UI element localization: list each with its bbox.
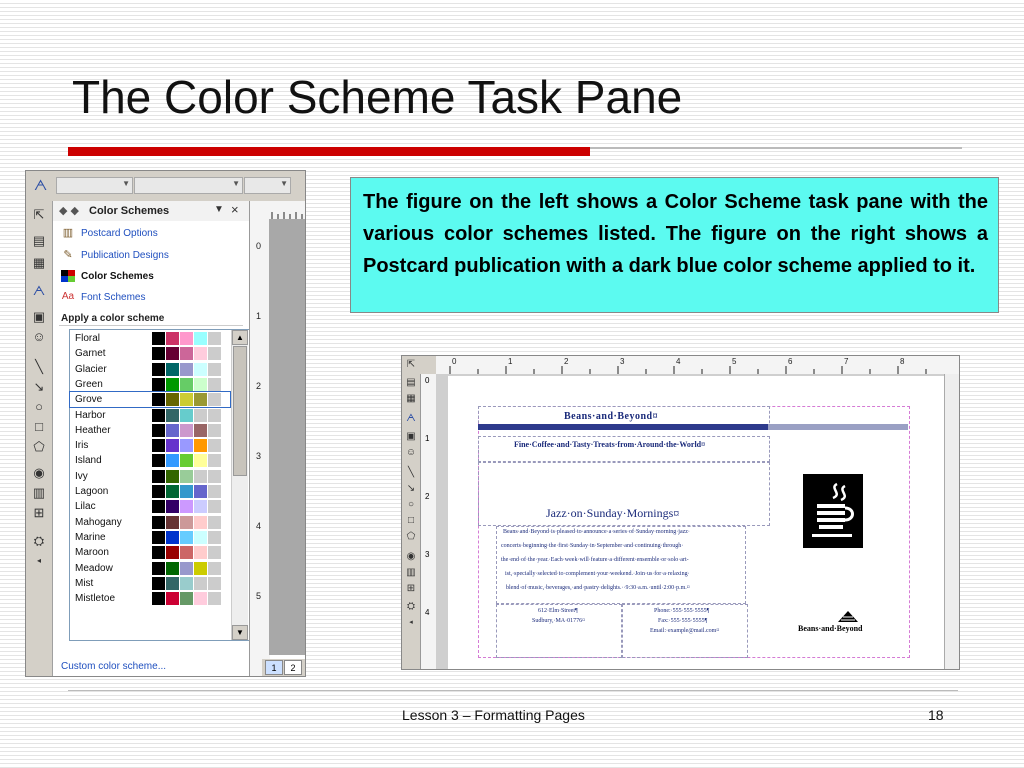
color-swatch — [166, 439, 179, 452]
color-swatch — [166, 562, 179, 575]
color-swatch — [208, 485, 221, 498]
scheme-row-iris[interactable] — [70, 438, 230, 453]
logo-mark-icon — [836, 609, 860, 623]
color-swatch — [152, 470, 165, 483]
color-swatch — [166, 516, 179, 529]
scheme-row-heather[interactable] — [70, 423, 230, 438]
color-swatch — [180, 363, 193, 376]
horizontal-ruler — [436, 356, 959, 375]
hotspot-icon[interactable]: ◉ — [406, 551, 416, 562]
color-swatch — [180, 424, 193, 437]
color-swatch — [180, 378, 193, 391]
color-swatch — [166, 332, 179, 345]
color-swatch — [208, 409, 221, 422]
close-icon[interactable]: × — [231, 202, 239, 217]
color-swatch — [166, 409, 179, 422]
color-swatch — [194, 378, 207, 391]
scheme-name: Lagoon — [75, 486, 109, 497]
body-line[interactable]: concerts·beginning·the·first·Sunday·in·September·and·continuing·through· — [501, 543, 684, 549]
title-underline-bar — [68, 147, 590, 156]
headline[interactable]: Jazz·on·Sunday·Mornings¤ — [546, 506, 680, 520]
scheme-row-floral[interactable] — [70, 331, 230, 346]
color-swatch — [166, 454, 179, 467]
formatting-toolbar — [26, 171, 305, 201]
ruler-number: 1 — [425, 434, 430, 443]
scheme-row-garnet[interactable] — [70, 346, 230, 361]
color-swatch — [194, 424, 207, 437]
scroll-thumb[interactable] — [233, 346, 247, 476]
scheme-row-green[interactable] — [70, 377, 230, 392]
color-swatch — [208, 424, 221, 437]
color-swatch — [180, 592, 193, 605]
color-swatch — [180, 531, 193, 544]
color-swatch — [180, 500, 193, 513]
text-style-icon[interactable]: ᗅ — [34, 177, 48, 193]
phone-line[interactable]: Phone:·555·555·5555¶ — [654, 608, 710, 614]
style-combo[interactable]: ▼ — [56, 177, 133, 194]
clip-art-icon[interactable]: ☺ — [32, 329, 46, 344]
rectangle-icon[interactable]: □ — [407, 515, 415, 526]
color-swatch — [194, 454, 207, 467]
scheme-row-lagoon[interactable] — [70, 484, 230, 499]
ruler-number: 3 — [425, 550, 430, 559]
color-swatch — [152, 577, 165, 590]
ruler-number: 8 — [900, 357, 905, 366]
workspace-canvas — [269, 219, 305, 655]
apply-scheme-heading: Apply a color scheme — [61, 313, 165, 324]
picture-icon[interactable]: ▣ — [406, 431, 416, 442]
ruler-number: 7 — [844, 357, 849, 366]
scheme-name: Marine — [75, 531, 106, 543]
design-gallery-icon[interactable]: ⛭ — [33, 533, 45, 548]
color-swatch — [152, 439, 165, 452]
color-swatch — [180, 562, 193, 575]
hotspot-icon[interactable]: ◉ — [33, 465, 45, 480]
color-swatch — [180, 409, 193, 422]
task-pane-title: Color Schemes — [89, 205, 170, 217]
body-line[interactable]: Beans·and·Beyond·is·pleased·to·announce·a·series·of·Sunday·morning·jazz· — [503, 529, 690, 535]
scheme-name: Mahogany — [75, 516, 122, 528]
line-icon[interactable]: ╲ — [35, 359, 43, 374]
color-swatch — [166, 424, 179, 437]
color-swatch — [166, 363, 179, 376]
color-swatch — [208, 454, 221, 467]
color-swatch — [208, 470, 221, 483]
ruler-number: 0 — [256, 241, 262, 251]
form-control-icon[interactable]: ▥ — [32, 485, 46, 500]
color-schemes-link[interactable]: Color Schemes — [81, 271, 154, 282]
color-swatch — [208, 516, 221, 529]
publication-designs-link[interactable]: Publication Designs — [81, 250, 169, 261]
scheme-name: Green — [75, 378, 103, 390]
company-name[interactable]: Beans·and·Beyond¤ — [564, 411, 659, 422]
scheme-name: Mist — [75, 577, 94, 589]
select-arrow-icon[interactable]: ⇱ — [406, 359, 416, 370]
vertical-scrollbar[interactable] — [944, 374, 960, 669]
ruler-number: 5 — [256, 591, 262, 601]
scheme-name: Maroon — [75, 547, 109, 559]
autoshapes-icon[interactable]: ⬠ — [406, 531, 416, 542]
scheme-name: Island — [75, 455, 102, 467]
table-icon[interactable]: ▦ — [32, 255, 46, 270]
text-box-icon[interactable]: ▤ — [32, 233, 46, 248]
color-swatch — [180, 332, 193, 345]
color-swatch — [152, 531, 165, 544]
vertical-ruler — [420, 374, 437, 669]
fax-line[interactable]: Fax:·555·555·5555¶ — [658, 618, 708, 624]
color-swatch — [194, 592, 207, 605]
html-fragment-icon[interactable]: ⊞ — [406, 583, 416, 594]
color-swatch — [152, 454, 165, 467]
scheme-name: Mistletoe — [75, 593, 116, 605]
ruler-number: 3 — [256, 451, 262, 461]
color-scheme-list[interactable] — [69, 329, 267, 641]
picture-icon[interactable]: ▣ — [32, 309, 46, 324]
text-box-icon[interactable]: ▤ — [406, 377, 416, 388]
coffee-cup-icon[interactable] — [803, 474, 863, 548]
color-swatch — [208, 562, 221, 575]
rectangle-icon[interactable]: □ — [35, 419, 43, 434]
color-swatch — [194, 577, 207, 590]
slide-number: 18 — [928, 707, 944, 723]
scheme-row-marine[interactable] — [70, 530, 230, 545]
postcard-options-icon: ▥ — [62, 227, 74, 239]
ruler-number: 2 — [256, 381, 262, 391]
color-swatch — [180, 470, 193, 483]
body-line[interactable]: ist,·specially·selected·to·complement·your·weekend.·Join·us·for·a·relaxing· — [505, 571, 690, 577]
wordart-icon[interactable]: ᗅ — [406, 413, 416, 424]
color-swatch — [208, 393, 221, 406]
color-swatch — [152, 485, 165, 498]
color-swatch — [166, 347, 179, 360]
autoshapes-icon[interactable]: ⬠ — [33, 439, 45, 454]
ruler-number: 0 — [425, 376, 430, 385]
color-swatch — [194, 531, 207, 544]
body-line[interactable]: the·end·of·the·year.·Each·week·will·feature·a·different·ensemble·or·solo·art- — [501, 557, 689, 563]
color-swatch — [166, 577, 179, 590]
color-swatch — [152, 393, 165, 406]
font-schemes-icon: Aa — [61, 291, 75, 302]
font-combo[interactable]: ▼ — [134, 177, 243, 194]
scroll-down-icon[interactable]: ▼ — [232, 625, 248, 640]
clip-art-icon[interactable]: ☺ — [405, 447, 417, 458]
color-swatch — [194, 393, 207, 406]
logo-text[interactable]: Beans·and·Beyond — [798, 624, 863, 633]
html-fragment-icon[interactable]: ⊞ — [33, 505, 45, 520]
color-swatch — [194, 439, 207, 452]
ruler-number: 4 — [676, 357, 681, 366]
slide-title: The Color Scheme Task Pane — [72, 71, 683, 123]
color-swatch — [208, 378, 221, 391]
color-swatch — [194, 516, 207, 529]
color-swatch — [180, 393, 193, 406]
page-navigation — [262, 659, 305, 676]
postcard-screenshot — [401, 355, 960, 670]
color-swatch — [180, 439, 193, 452]
ruler-number: 2 — [425, 492, 430, 501]
color-swatch — [166, 485, 179, 498]
objects-toolbar — [26, 201, 53, 676]
color-swatch — [194, 347, 207, 360]
scheme-row-lilac[interactable] — [70, 499, 230, 514]
ruler-number: 5 — [732, 357, 737, 366]
custom-color-scheme-link[interactable]: Custom color scheme... — [61, 661, 167, 672]
color-schemes-task-pane — [53, 201, 249, 676]
publication-canvas — [436, 374, 944, 669]
color-swatch — [194, 470, 207, 483]
scheme-name: Glacier — [75, 363, 107, 375]
more-tools-icon[interactable]: ◂ — [36, 556, 41, 565]
pane-divider — [59, 325, 243, 326]
scheme-row-island[interactable] — [70, 453, 230, 468]
scheme-name: Lilac — [75, 501, 96, 513]
oval-icon[interactable]: ○ — [407, 499, 415, 510]
more-tools-icon[interactable]: ◂ — [409, 619, 413, 626]
color-swatch — [152, 500, 165, 513]
ruler-number: 4 — [256, 521, 262, 531]
wordart-icon[interactable]: ᗅ — [32, 283, 46, 298]
page-tab[interactable]: 1 — [265, 660, 283, 675]
color-swatch — [166, 393, 179, 406]
footer-divider — [68, 690, 958, 691]
color-swatch — [152, 424, 165, 437]
scroll-up-icon[interactable]: ▲ — [232, 330, 248, 345]
color-swatch — [208, 531, 221, 544]
color-swatch — [194, 363, 207, 376]
color-swatch — [208, 500, 221, 513]
color-swatch — [152, 332, 165, 345]
publication-designs-icon: ✎ — [63, 249, 73, 261]
scheme-row-glacier[interactable] — [70, 362, 230, 377]
color-swatch — [208, 546, 221, 559]
color-swatch — [208, 363, 221, 376]
page-tab[interactable]: 2 — [284, 660, 302, 675]
ruler-number: 0 — [452, 357, 457, 366]
scheme-row-meadow[interactable] — [70, 561, 230, 576]
color-swatch — [194, 409, 207, 422]
color-swatch — [152, 592, 165, 605]
scheme-name: Grove — [75, 394, 103, 406]
tagline[interactable]: Fine·Coffee·and·Tasty·Treats·from·Around·the·World¤ — [514, 440, 706, 449]
oval-icon[interactable]: ○ — [35, 399, 43, 414]
color-bar-accent — [768, 424, 908, 430]
form-control-icon[interactable]: ▥ — [406, 567, 416, 578]
scheme-name: Harbor — [75, 409, 106, 421]
address-line[interactable]: Sudbury,·MA·01776¤ — [532, 618, 586, 624]
body-line[interactable]: blend·of·music,·beverages,·and·pastry·delights.··9:30·a.m.·until·2:00·p.m.¤ — [506, 585, 690, 591]
color-swatch — [152, 378, 165, 391]
color-swatch — [166, 531, 179, 544]
callout-text: The figure on the left shows a Color Scheme task pane with the various color schemes listed. The figure on the right shows a Postcard publication with a dark blue color scheme applied to it. — [363, 191, 988, 277]
title-underline-extension — [590, 147, 962, 149]
color-swatch — [180, 577, 193, 590]
color-swatch — [152, 562, 165, 575]
color-swatch — [166, 470, 179, 483]
horizontal-ruler — [269, 201, 305, 220]
scheme-name: Floral — [75, 333, 101, 344]
scheme-row-ivy[interactable] — [70, 469, 230, 484]
scheme-row-grove[interactable] — [70, 392, 230, 407]
scheme-row-mist[interactable] — [70, 576, 230, 591]
color-swatch — [194, 562, 207, 575]
color-swatch — [166, 592, 179, 605]
design-gallery-icon[interactable]: ⛭ — [407, 601, 415, 612]
color-swatch — [152, 546, 165, 559]
list-scrollbar[interactable] — [231, 330, 248, 640]
ruler-number: 4 — [425, 608, 430, 617]
color-swatch — [208, 592, 221, 605]
line-icon[interactable]: ╲ — [407, 467, 415, 478]
scheme-name: Ivy — [75, 470, 88, 482]
ruler-number: 6 — [788, 357, 793, 366]
color-swatch — [194, 332, 207, 345]
font-size-combo[interactable]: ▼ — [244, 177, 291, 194]
color-swatch — [152, 516, 165, 529]
scheme-row-mahogany[interactable] — [70, 515, 230, 530]
color-swatch — [180, 454, 193, 467]
ruler-number: 1 — [256, 311, 262, 321]
body-frame — [496, 526, 746, 604]
ruler-number: 1 — [508, 357, 513, 366]
color-swatch — [166, 500, 179, 513]
address-line[interactable]: 612·Elm·Street¶ — [538, 608, 578, 614]
color-swatch — [180, 485, 193, 498]
color-swatch — [208, 439, 221, 452]
color-swatch — [180, 347, 193, 360]
color-swatch — [166, 546, 179, 559]
scheme-row-maroon[interactable] — [70, 545, 230, 560]
footer-lesson: Lesson 3 – Formatting Pages — [402, 707, 585, 723]
back-forward-icon[interactable]: ◆ ◆ — [59, 205, 79, 217]
color-scheme-screenshot — [25, 170, 306, 677]
scheme-name: Iris — [75, 440, 89, 452]
scheme-name: Garnet — [75, 348, 106, 360]
color-swatch — [194, 485, 207, 498]
color-swatch — [208, 332, 221, 345]
description-callout — [350, 177, 999, 313]
color-schemes-icon — [61, 270, 75, 282]
ruler-number: 3 — [620, 357, 625, 366]
color-swatch — [180, 516, 193, 529]
font-schemes-link[interactable]: Font Schemes — [81, 292, 146, 303]
color-swatch — [208, 577, 221, 590]
task-pane-header — [53, 201, 249, 221]
postcard-options-link[interactable]: Postcard Options — [81, 228, 158, 239]
color-swatch — [208, 347, 221, 360]
pane-dropdown-icon[interactable]: ▼ — [214, 204, 224, 215]
scheme-name: Heather — [75, 424, 111, 436]
color-swatch — [194, 500, 207, 513]
arrow-icon[interactable]: ↘ — [33, 379, 45, 394]
arrow-icon[interactable]: ↘ — [406, 483, 416, 494]
color-swatch — [152, 363, 165, 376]
email-line[interactable]: Email:·example@mail.com¤ — [650, 628, 720, 634]
color-swatch — [166, 378, 179, 391]
color-swatch — [194, 546, 207, 559]
ruler-number: 2 — [564, 357, 569, 366]
color-swatch — [152, 409, 165, 422]
select-arrow-icon[interactable]: ⇱ — [33, 207, 45, 222]
table-icon[interactable]: ▦ — [406, 393, 416, 404]
color-swatch — [152, 347, 165, 360]
scheme-row-mistletoe[interactable] — [70, 591, 230, 606]
scheme-row-harbor[interactable] — [70, 408, 230, 423]
scheme-name: Meadow — [75, 562, 113, 574]
postcard-page — [448, 376, 944, 669]
color-swatch — [180, 546, 193, 559]
vertical-ruler — [249, 201, 270, 676]
objects-toolbar — [402, 356, 420, 669]
